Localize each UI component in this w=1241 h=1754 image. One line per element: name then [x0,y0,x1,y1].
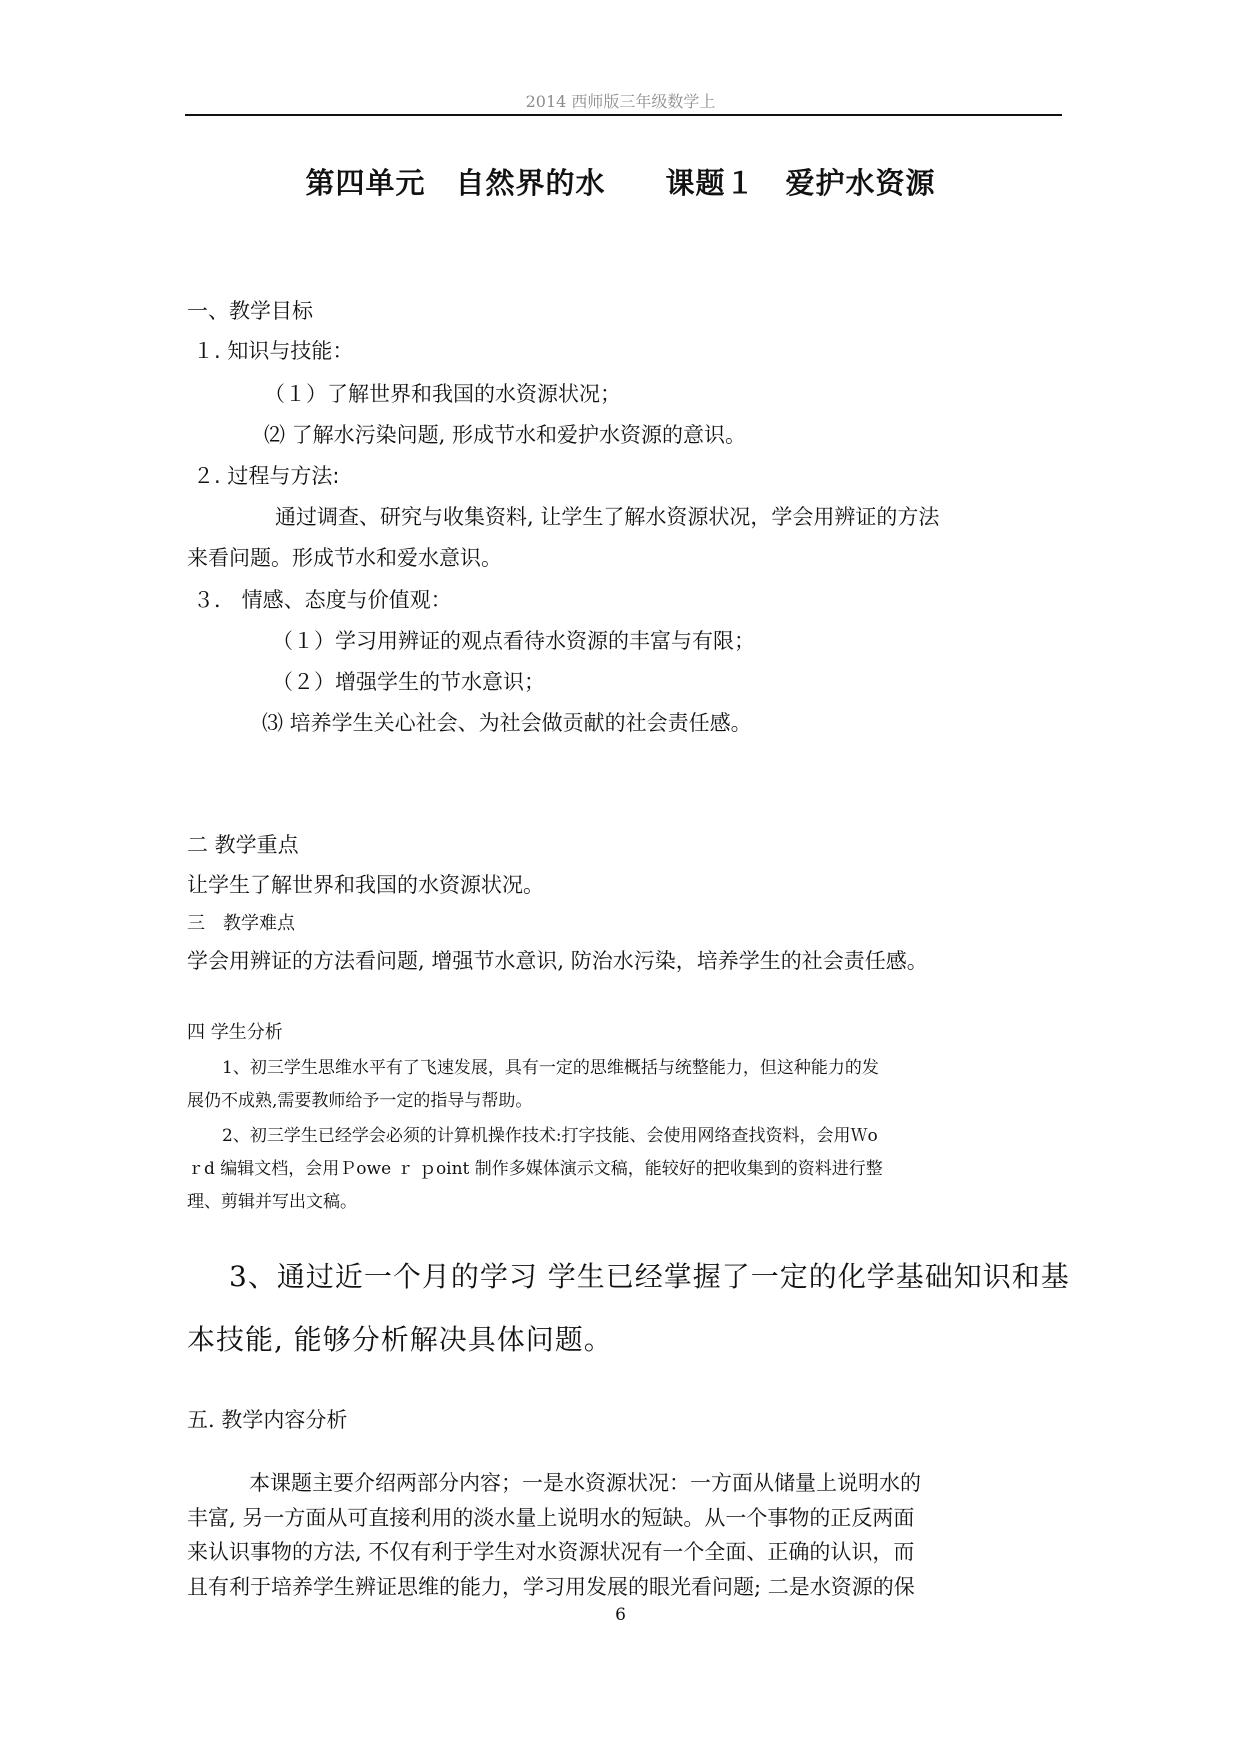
section-5-heading: 五. 教学内容分析 [187,1408,348,1432]
section-3-text: 学会用辨证的方法看问题, 增强节水意识, 防治水污染，培养学生的社会责任感。 [187,949,928,973]
analysis-p2-line-2: ｒd 编辑文档，会用Ｐowe ｒ ｐoint 制作多媒体演示文稿，能较好的把收集到的资料进行整 [187,1159,883,1179]
header-rule [185,114,1062,116]
analysis-p3-line-2: 本技能, 能够分析解决具体问题。 [187,1323,613,1356]
emotion-item-1: （１）学习用辨证的观点看待水资源的丰富与有限； [272,629,755,653]
section-1-heading: 一、教学目标 [187,299,313,323]
knowledge-label: １. 知识与技能： [193,339,354,363]
knowledge-item-2: ⑵ 了解水污染问题, 形成节水和爱护水资源的意识。 [264,423,747,447]
page-number: 6 [615,1605,626,1625]
emotion-item-3: ⑶ 培养学生关心社会、为社会做贡献的社会责任感。 [262,711,752,735]
section-2-heading: 二 教学重点 [187,833,299,857]
analysis-p2-line-3: 理、剪辑并写出文稿。 [187,1192,357,1212]
page-title: 第四单元 自然界的水 课题１ 爱护水资源 [305,166,936,200]
process-line-1: 通过调查、研究与收集资料, 让学生了解水资源状况，学会用辨证的方法 [275,505,940,529]
content-line-4: 且有利于培养学生辨证思维的能力，学习用发展的眼光看问题; 二是水资源的保 [187,1575,915,1599]
emotion-label: ３． 情感、态度与价值观： [193,588,452,612]
knowledge-item-1: （１）了解世界和我国的水资源状况； [264,382,621,406]
section-2-text: 让学生了解世界和我国的水资源状况。 [187,873,544,897]
content-line-2: 丰富, 另一方面从可直接利用的淡水量上说明水的短缺。从一个事物的正反两面 [187,1506,915,1530]
process-line-2: 来看问题。形成节水和爱水意识。 [187,546,502,570]
analysis-p2-line-1: 2、初三学生已经学会必须的计算机操作技术:打字技能、会使用网络查找资料，会用Ｗo [222,1126,878,1146]
section-4-heading: 四 学生分析 [187,1022,283,1043]
analysis-p1-line-1: 1、初三学生思维水平有了飞速发展，具有一定的思维概括与统整能力，但这种能力的发 [222,1058,879,1078]
running-header: 2014 西师版三年级数学上 [525,92,716,111]
emotion-item-2: （２）增强学生的节水意识； [272,670,545,694]
content-line-3: 来认识事物的方法, 不仅有利于学生对水资源状况有一个全面、正确的认识，而 [187,1540,915,1564]
analysis-p1-line-2: 展仍不成熟,需要教师给予一定的指导与帮助。 [187,1091,533,1111]
analysis-p3-line-1: 3、通过近一个月的学习 学生已经掌握了一定的化学基础知识和基 [229,1260,1070,1293]
content-line-1: 本课题主要介绍两部分内容；一是水资源状况：一方面从储量上说明水的 [249,1471,921,1495]
process-label: ２. 过程与方法: [193,464,340,488]
section-3-heading: 三 教学难点 [187,913,295,934]
